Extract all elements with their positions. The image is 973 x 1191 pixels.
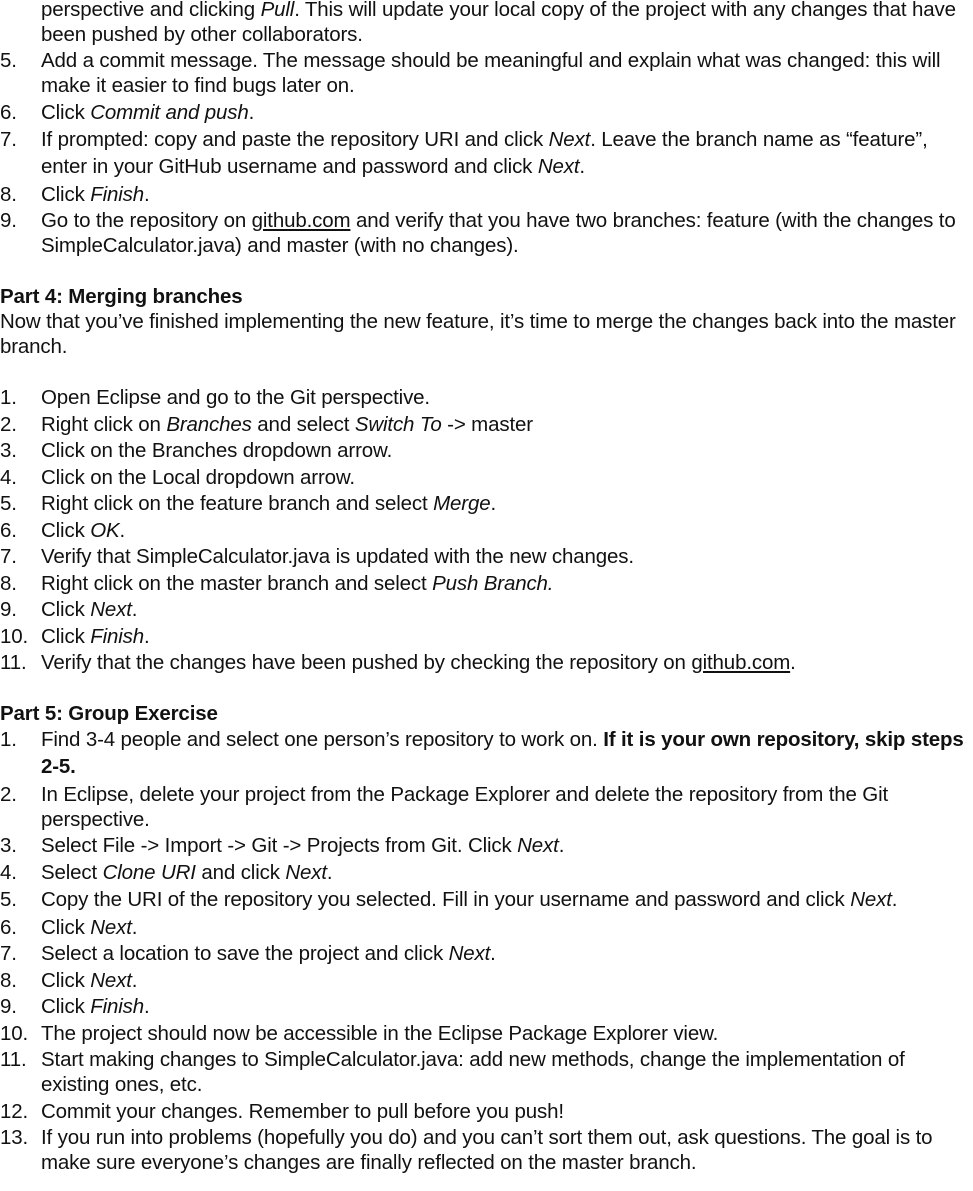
item-emphasis: Finish bbox=[90, 182, 145, 206]
item-emphasis: Next bbox=[850, 888, 892, 911]
github-link[interactable]: github.com bbox=[691, 651, 791, 674]
item-text: Click bbox=[41, 518, 91, 542]
item-number: 4. bbox=[0, 465, 17, 489]
item-number: 7. bbox=[0, 128, 17, 151]
item-text: Click on the Local dropdown arrow. bbox=[41, 465, 355, 489]
section-title-part4: Part 4: Merging branches bbox=[0, 285, 243, 308]
item-text-end: . bbox=[131, 968, 138, 992]
list-item bbox=[0, 650, 973, 675]
item-number: 2. bbox=[0, 782, 17, 806]
part4-intro: Now that you’ve finished implementing the new feature, it’s time to merge the changes back into the master branch. bbox=[0, 310, 956, 358]
item-emphasis: Next bbox=[548, 128, 591, 151]
list-item bbox=[0, 968, 973, 993]
item-number: 3. bbox=[0, 834, 17, 857]
item-number: 9. bbox=[0, 209, 17, 232]
list-item bbox=[0, 518, 973, 543]
item-number: 2. bbox=[0, 412, 17, 436]
item-emphasis: Clone URI bbox=[102, 860, 196, 884]
item-text: Right click on the feature branch and select bbox=[41, 492, 434, 515]
spacer bbox=[0, 359, 973, 385]
item-number: 11. bbox=[0, 651, 27, 674]
continued-text: perspective and clicking bbox=[41, 0, 261, 21]
item-number: 1. bbox=[0, 728, 17, 751]
item-number: 7. bbox=[0, 545, 17, 568]
item-text-end: . bbox=[790, 651, 796, 674]
item-emphasis: Next bbox=[90, 598, 132, 621]
item-number: 4. bbox=[0, 860, 17, 884]
item-emphasis: Next bbox=[90, 968, 132, 992]
list-item bbox=[0, 624, 973, 649]
item-text: Verify that the changes have been pushed by checking the repository on bbox=[41, 651, 692, 674]
list-item bbox=[0, 1047, 973, 1097]
item-emphasis: Finish bbox=[90, 995, 145, 1018]
item-text: Commit your changes. Remember to pull before you push! bbox=[41, 1099, 564, 1123]
item-text: Click bbox=[41, 624, 91, 648]
item-text: Verify that SimpleCalculator.java is updated with the new changes. bbox=[41, 545, 634, 568]
item-text: Copy the URI of the repository you selected. Fill in your username and password and click bbox=[41, 888, 851, 911]
item-text: If you run into problems (hopefully you do) and you can’t sort them out, ask questions. The goal is to make sure everyone’s changes are finally reflected on the master branch. bbox=[41, 1126, 933, 1174]
item-number: 6. bbox=[0, 100, 17, 124]
item-text: Open Eclipse and go to the Git perspective. bbox=[41, 386, 430, 409]
list-item bbox=[0, 886, 973, 913]
item-text: Right click on bbox=[41, 412, 167, 436]
item-text: Click bbox=[41, 968, 91, 992]
list-item bbox=[0, 385, 973, 410]
item-text-end: . bbox=[144, 182, 150, 206]
section-title-part5: Part 5: Group Exercise bbox=[0, 702, 218, 725]
item-text: In Eclipse, delete your project from the Package Explorer and delete the repository from the Git perspective. bbox=[41, 782, 889, 831]
item-text-end: . bbox=[131, 598, 138, 621]
github-link[interactable]: github.com bbox=[251, 209, 351, 232]
list-item bbox=[0, 726, 973, 780]
list-item bbox=[0, 544, 973, 569]
item-text-end: . bbox=[490, 492, 496, 515]
item-text: Click bbox=[41, 182, 91, 206]
item-number: 10. bbox=[0, 1021, 29, 1045]
list-item bbox=[0, 126, 973, 180]
list-item bbox=[0, 915, 973, 940]
item-emphasis: Next bbox=[517, 834, 559, 857]
item-number: 10. bbox=[0, 624, 29, 648]
item-number: 8. bbox=[0, 968, 17, 992]
item-number: 5. bbox=[0, 888, 17, 911]
continued-text-end: . This will update your local copy of the project with any changes that have been pushed by other collaborators. bbox=[41, 0, 956, 46]
list-item bbox=[0, 994, 973, 1019]
item-emphasis-2: Next bbox=[285, 860, 327, 884]
part5-steps-list bbox=[0, 726, 973, 1175]
item-text-end: . bbox=[558, 834, 565, 857]
item-number: 1. bbox=[0, 386, 17, 409]
item-text: Click bbox=[41, 100, 91, 124]
item-text: Click on the Branches dropdown arrow. bbox=[41, 439, 393, 462]
item-number: 13. bbox=[0, 1126, 29, 1149]
item-emphasis: Branches bbox=[166, 412, 252, 436]
list-item bbox=[0, 833, 973, 858]
continued-emphasis: Pull bbox=[260, 0, 295, 21]
list-item bbox=[0, 438, 973, 463]
item-text: If prompted: copy and paste the repository URI and click bbox=[41, 128, 549, 151]
item-text: Add a commit message. The message should be meaningful and explain what was changed: this will make it easier to find bugs later on. bbox=[41, 49, 941, 97]
item-number: 9. bbox=[0, 995, 17, 1018]
item-text-end: -> master bbox=[441, 412, 533, 436]
item-text: Go to the repository on bbox=[41, 209, 252, 232]
item-text-end: . bbox=[144, 995, 150, 1018]
list-item bbox=[0, 571, 973, 596]
item-text-end: . bbox=[326, 860, 333, 884]
list-item bbox=[0, 412, 973, 437]
list-item bbox=[0, 100, 973, 125]
item-text-mid: and select bbox=[251, 412, 355, 436]
item-number: 9. bbox=[0, 598, 17, 621]
item-emphasis-2: Switch To bbox=[354, 412, 442, 436]
item-emphasis: Merge bbox=[433, 492, 491, 515]
item-number: 3. bbox=[0, 439, 17, 462]
item-text-end: . bbox=[490, 942, 496, 965]
list-item bbox=[0, 941, 973, 966]
item-text-end: . bbox=[579, 155, 585, 178]
item-text: Select File -> Import -> Git -> Projects from Git. Click bbox=[41, 834, 518, 857]
item-text-end: . bbox=[144, 624, 150, 648]
list-item bbox=[0, 1021, 973, 1046]
item-text: Click bbox=[41, 995, 91, 1018]
item-text: Click bbox=[41, 915, 91, 939]
list-item bbox=[0, 860, 973, 885]
list-item bbox=[0, 597, 973, 622]
item-text: Find 3-4 people and select one person’s repository to work on. bbox=[41, 728, 604, 751]
list-item bbox=[0, 208, 973, 258]
item-emphasis: Next bbox=[448, 942, 491, 965]
item-number: 8. bbox=[0, 571, 17, 595]
item-number: 6. bbox=[0, 915, 17, 939]
spacer bbox=[0, 258, 973, 284]
item-emphasis: OK bbox=[90, 518, 120, 542]
item-text: Start making changes to SimpleCalculator.java: add new methods, change the implementation of existing ones, etc. bbox=[41, 1048, 905, 1096]
item-text-end: . bbox=[248, 100, 255, 124]
item-text-end: and verify that you have two branches: feature (with the changes to SimpleCalculator.java) and master (with no changes). bbox=[41, 209, 956, 257]
list-item bbox=[0, 491, 973, 516]
item-emphasis: Commit and push bbox=[90, 100, 249, 124]
item-number: 12. bbox=[0, 1099, 29, 1123]
part3-steps-list bbox=[0, 48, 973, 258]
item-number: 11. bbox=[0, 1048, 27, 1071]
continued-item-text bbox=[0, 0, 973, 47]
list-item bbox=[0, 1099, 973, 1124]
item-text: Select bbox=[41, 860, 103, 884]
item-text: Right click on the master branch and select bbox=[41, 571, 433, 595]
item-emphasis: Finish bbox=[90, 624, 145, 648]
list-item bbox=[0, 1125, 973, 1175]
list-item bbox=[0, 48, 973, 98]
item-strong: If it is your own repository, skip steps 2-5. bbox=[41, 728, 964, 778]
list-item bbox=[0, 782, 973, 832]
part4-steps-list bbox=[0, 385, 973, 675]
item-number: 5. bbox=[0, 49, 17, 72]
item-text-end: . bbox=[891, 888, 898, 911]
item-text: Click bbox=[41, 598, 91, 621]
list-item bbox=[0, 182, 973, 207]
item-emphasis: Next bbox=[90, 915, 132, 939]
item-text-end: . bbox=[131, 915, 138, 939]
item-text: Select a location to save the project and click bbox=[41, 942, 449, 965]
item-text-end: . bbox=[119, 518, 126, 542]
item-text-mid: . Leave the branch name as “feature”, enter in your GitHub username and password and click bbox=[41, 128, 928, 178]
item-text-mid: and click bbox=[195, 860, 286, 884]
item-emphasis-2: Next bbox=[537, 155, 580, 178]
item-text: The project should now be accessible in the Eclipse Package Explorer view. bbox=[41, 1021, 719, 1045]
item-number: 5. bbox=[0, 492, 17, 515]
list-item bbox=[0, 465, 973, 490]
item-number: 7. bbox=[0, 942, 17, 965]
item-number: 8. bbox=[0, 182, 17, 206]
spacer bbox=[0, 675, 973, 701]
item-number: 6. bbox=[0, 518, 17, 542]
item-emphasis: Push Branch. bbox=[432, 571, 554, 595]
